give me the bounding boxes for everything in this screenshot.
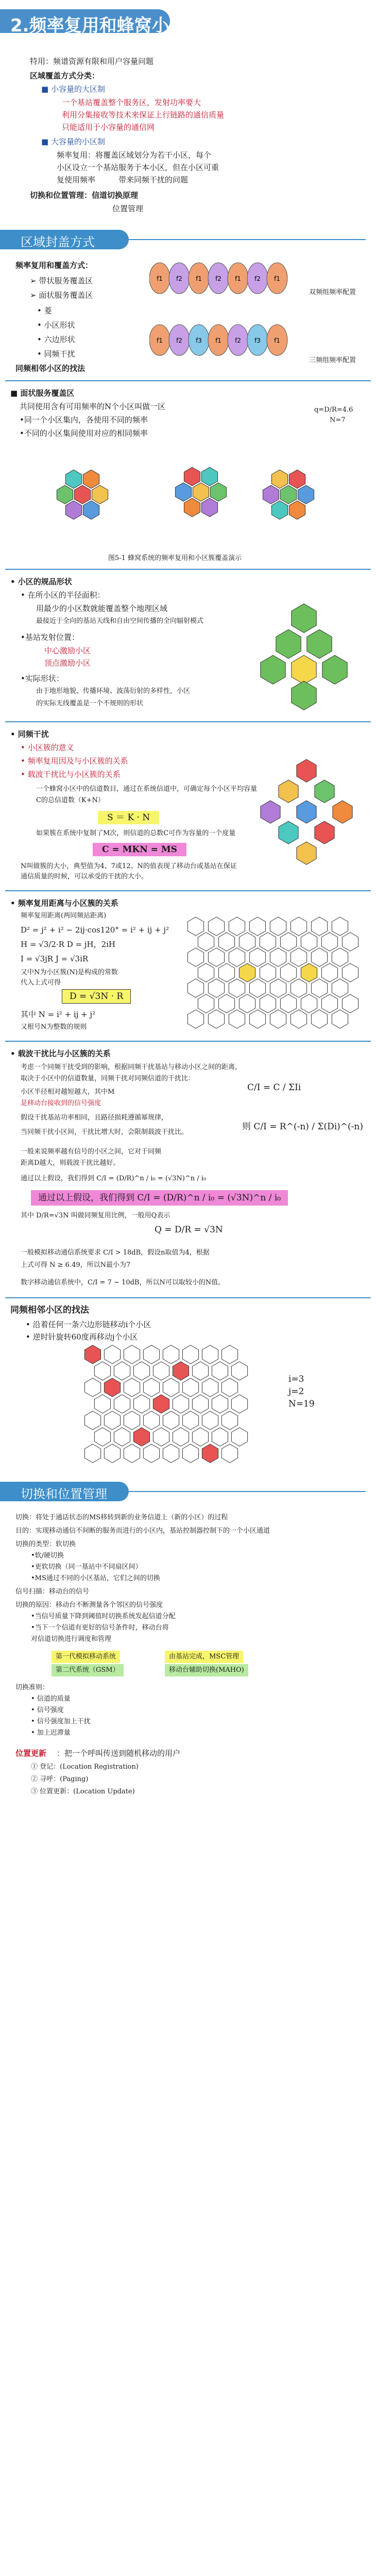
- area-p3: •不同的小区集间使用对应的相同频率: [20, 429, 148, 438]
- cluster-hex: [271, 501, 287, 519]
- find-hex: [104, 1378, 120, 1397]
- find-hex-diagram: [77, 1342, 252, 1465]
- find-hex: [221, 1378, 237, 1397]
- reuse-f3: I = √3jR J = √3iR: [21, 954, 89, 963]
- reuse-hex: [270, 1010, 286, 1028]
- section-header-coverage: [0, 227, 376, 250]
- carrier-p4: 小区半径相对越短越大，其中M: [21, 1088, 115, 1096]
- find-hex: [153, 1395, 169, 1413]
- reuse-hex: [332, 917, 348, 936]
- area-p1: 共同使用含有可用频率的N个小区叫做一区: [20, 402, 166, 411]
- reuse-f2: H = √3/2·R D = jH，2iH: [21, 940, 115, 949]
- cell-shape-hex: [292, 655, 316, 684]
- cellsize-p3: 最接近于全向的基站天线和自由空间传播的全向辐射模式: [36, 617, 204, 625]
- find-hex: [124, 1411, 140, 1430]
- reuse-hex: [332, 948, 348, 967]
- find-hex: [104, 1411, 120, 1430]
- handover-l4: •软/硬切换: [31, 1552, 64, 1560]
- section-header-title: 切换和位置管理: [21, 1487, 107, 1501]
- cluster-sample-hex: [333, 801, 352, 823]
- reuse-f5: 代入上式可得: [21, 979, 61, 987]
- find-i: i=3: [288, 1374, 304, 1384]
- reuse-hex: [280, 933, 296, 951]
- carrier-p14: 上式可得 N ≥ 6.49，所以N最小为7: [21, 1261, 131, 1269]
- cluster-hex: [184, 467, 200, 486]
- coverage-interference: • 同频干扰: [37, 349, 75, 359]
- strip-cell-label: f3: [254, 337, 261, 344]
- find-hex: [182, 1345, 198, 1364]
- reuse-hex: [239, 963, 255, 982]
- find-hex: [114, 1362, 130, 1380]
- reuse-hex: [301, 994, 317, 1013]
- carrier-p8: 当同频干扰小区间，干扰比增大时，会限制载波干扰比。: [21, 1128, 189, 1136]
- cell-shape-hex: [322, 655, 347, 684]
- reuse-f6: D = √3N · R: [62, 989, 131, 1004]
- reuse-hex: [301, 963, 317, 982]
- eq-s-kn: S ＝ K · N: [98, 811, 159, 824]
- location-p2: ② 寻呼：(Paging): [31, 1775, 89, 1783]
- cluster-sample-hex: [297, 759, 316, 782]
- intro-small-zone: ■ 大容量的小区制: [41, 137, 105, 146]
- reuse-hex: [311, 948, 327, 967]
- find-hex: [143, 1378, 159, 1397]
- cellsize-p8: 由于地形地貌、传播环境、波荡衍射的多样性，小区: [36, 687, 191, 695]
- reuse-hex: [311, 1010, 327, 1028]
- cellsize-p7: •实际形状：: [21, 674, 64, 683]
- find-hex: [182, 1444, 198, 1463]
- reuse-distance-diagram: [175, 911, 371, 1035]
- handover-l8: 切换的原因：移动台不断测量各个邻区的信号强度: [15, 1601, 163, 1609]
- find-hex: [221, 1444, 237, 1463]
- intro-small-1: 频率复用：将覆盖区域划分为若干小区，每个: [57, 150, 212, 160]
- section-header-handover: [0, 1479, 376, 1502]
- cluster-sample-hex: [261, 801, 280, 823]
- handover-l6: •MS通过不同的小区基站，它们之间的切换: [31, 1574, 160, 1582]
- reuse-hex: [198, 994, 214, 1013]
- cluster-hex: [83, 501, 99, 519]
- carrier-p1: 考虑一个同频干扰受到的影响，根据同频干扰基站与移动小区之间的距离，: [21, 1063, 242, 1071]
- find-b1: • 沿着任何一条六边形链移动i个小区: [26, 1320, 151, 1329]
- intro-location: 位置管理: [112, 204, 144, 213]
- cluster-hex: [298, 485, 314, 504]
- strip-cell-label: f1: [235, 275, 241, 282]
- coverage-head: 频率复用和覆盖方式：: [15, 261, 93, 270]
- reuse-f4: 又中N为小区簇(N)是构成的常数: [21, 969, 118, 976]
- reuse-hex: [342, 963, 358, 982]
- cellsize-p6: 顶点激励小区: [44, 658, 91, 668]
- reuse-hex: [332, 1010, 348, 1028]
- divider: [5, 890, 371, 891]
- cluster-hex: [92, 485, 108, 504]
- find-hex: [202, 1444, 218, 1463]
- find-hex: [94, 1362, 110, 1380]
- carrier-p9: 一般来说频率越有信号的小区之间，它对于同频: [21, 1148, 162, 1156]
- carrier-p15: 数字移动通信系统中，C/I = 7 ~ 10dB，所以N可以取较小的N值。: [21, 1279, 225, 1286]
- cluster-p1: 一个蜂窝小区中的信道数目，通过在系统信道中，可确定每个小区平均容量: [36, 785, 258, 793]
- find-hex: [133, 1362, 149, 1380]
- handover-l5: •更软切换（同一基站中不同扇区间）: [31, 1563, 142, 1571]
- reuse-hex: [249, 979, 265, 997]
- find-hex: [231, 1362, 247, 1380]
- reuse-hex: [270, 948, 286, 967]
- coverage-tail: 同频相邻小区的找法: [15, 364, 86, 373]
- find-hex: [124, 1444, 140, 1463]
- find-hex: [202, 1378, 218, 1397]
- find-hex: [143, 1411, 159, 1430]
- cluster-sample-diagram: [247, 740, 366, 874]
- cluster-sample-hex: [315, 780, 334, 803]
- title-banner: [0, 0, 376, 42]
- strip-cells-diagram: [149, 258, 371, 366]
- find-hex: [182, 1378, 198, 1397]
- reuse-hex: [208, 948, 224, 967]
- divider: [5, 380, 371, 381]
- reuse-hex: [260, 963, 276, 982]
- strip-cell-label: f2: [254, 275, 261, 282]
- carrier-ci-box: 通过以上假设，我们得到 C/I = (D/R)^n / i₀ = (√3N)^n / i₀: [31, 1190, 288, 1206]
- intro-small-3: 复使用频率 带来同频干扰的问题: [57, 175, 189, 184]
- reuse-hex: [290, 1010, 306, 1028]
- intro-handover: 切换和位置管理：信道切换原理: [30, 191, 139, 200]
- find-hex: [212, 1428, 228, 1446]
- cluster-sample-hex: [279, 780, 298, 803]
- reuse-hex: [229, 979, 245, 997]
- cluster-b3: • 载波干扰比与小区簇的关系: [21, 770, 121, 779]
- cluster-hex: [201, 467, 217, 486]
- reuse-hex: [198, 933, 214, 951]
- find-hex: [104, 1444, 120, 1463]
- reuse-sub: 频率复用距离(两同频站距离): [21, 912, 107, 920]
- find-hex: [124, 1378, 140, 1397]
- location-p1: ① 登记：(Location Registration): [31, 1763, 139, 1771]
- reuse-hex: [270, 979, 286, 997]
- area-n: N=7: [330, 416, 346, 424]
- location-desc: ：把一个呼叫传送到随机移动的用户: [57, 1749, 181, 1758]
- strip-cell-label: f1: [215, 337, 221, 344]
- strip-cell-label: f1: [157, 275, 163, 282]
- cluster-hex: [271, 470, 287, 488]
- find-hex: [173, 1428, 189, 1446]
- carrier-p13: 一般模拟移动通信系统要求 C/I > 18dB，假设n取值为4，根据: [21, 1249, 210, 1257]
- reuse-hex: [342, 994, 358, 1013]
- reuse-head: • 频率复用距离与小区簇的关系: [10, 899, 118, 908]
- carrier-p10: 距离D越大，则载波干扰比越好。: [21, 1159, 120, 1167]
- section-header-line: [129, 239, 366, 240]
- reuse-hex: [218, 963, 234, 982]
- cluster-hex: [263, 485, 279, 504]
- cellsize-p1: • 在所小区的半径面积：: [21, 590, 105, 600]
- find-hex: [94, 1428, 110, 1446]
- divider: [5, 1041, 371, 1042]
- find-hex: [221, 1411, 237, 1430]
- reuse-hex: [229, 1010, 245, 1028]
- reuse-hex: [229, 948, 245, 967]
- reuse-hex: [229, 917, 245, 936]
- reuse-hex: [187, 948, 203, 967]
- caption-dual: 双频组频率配置: [309, 289, 356, 296]
- find-hex: [163, 1345, 179, 1364]
- cluster-hex: [210, 483, 226, 501]
- cellsize-head: • 小区的规品形状: [10, 577, 72, 586]
- carrier-p6: 假设干扰基站功率相同，且路径损耗遵循幂规律，: [21, 1114, 168, 1122]
- handover-l3: 切换的类型：软切换: [15, 1540, 76, 1548]
- cluster-hex: [289, 470, 305, 488]
- find-hex: [84, 1411, 100, 1430]
- reuse-hex: [249, 1010, 265, 1028]
- handover-l12: 切换准则：: [15, 1684, 49, 1691]
- find-hex: [163, 1444, 179, 1463]
- find-hex: [192, 1395, 208, 1413]
- cluster-hex: [65, 470, 81, 488]
- cellsize-p9: 的实际无线覆盖是一个不规则的形状: [36, 700, 144, 707]
- reuse-hex: [342, 933, 358, 951]
- reuse-hex: [208, 979, 224, 997]
- find-j: j=2: [288, 1386, 304, 1397]
- strip-cell-label: f2: [215, 275, 221, 282]
- coverage-rhombus: • 菱: [37, 306, 52, 315]
- cluster-p2: C的总信道数（K+N）: [36, 796, 105, 804]
- carrier-p3: C/I = C / ΣIi: [247, 1082, 301, 1093]
- cellsize-p5: 中心激励小区: [44, 646, 91, 655]
- find-hex: [182, 1411, 198, 1430]
- find-hex: [163, 1378, 179, 1397]
- strip-cell-label: f2: [235, 337, 241, 344]
- page-title: 2.频率复用和蜂窝小区: [10, 15, 187, 36]
- cluster-hex: [57, 485, 73, 504]
- find-hex: [202, 1345, 218, 1364]
- section-header-title: 区域封盖方式: [21, 235, 95, 249]
- reuse-hex: [208, 1010, 224, 1028]
- reuse-hex: [332, 979, 348, 997]
- coverage-hex: • 六边形状: [37, 335, 75, 344]
- handover-l14: • 信号强度: [31, 1706, 64, 1714]
- reuse-hex: [321, 933, 337, 951]
- cell-shape-diagram: [242, 587, 366, 716]
- reuse-hex: [208, 917, 224, 936]
- reuse-hex: [270, 917, 286, 936]
- find-hex: [94, 1395, 110, 1413]
- reuse-hex: [301, 933, 317, 951]
- cluster-hex: [193, 483, 209, 501]
- coverage-shape: • 小区形状: [37, 320, 75, 330]
- reuse-hex: [187, 1010, 203, 1028]
- strip-cell-label: f1: [274, 337, 280, 344]
- cell-shape-hex: [307, 630, 332, 658]
- find-hex: [212, 1362, 228, 1380]
- reuse-hex: [280, 994, 296, 1013]
- reuse-hex: [311, 979, 327, 997]
- cluster-p4: N叫做簇的大小，典型值为4、7或12。N的值表现了移动台或基站在保证通信质量的时候，可以承受的干扰的大小。: [21, 862, 237, 880]
- intro-large-1: 一个基站覆盖整个服务区，发射功率要大: [62, 98, 201, 107]
- reuse-hex: [290, 948, 306, 967]
- find-hex: [173, 1362, 189, 1380]
- area-p2: •同一个小区集内，各使用不同的频率: [20, 415, 148, 425]
- find-hex: [231, 1395, 247, 1413]
- find-hex: [133, 1428, 149, 1446]
- coverage-area: ➢ 面状服务覆盖区: [30, 291, 93, 300]
- intro-small-2: 小区设立一个基站服务于本小区，但在小区可重: [57, 163, 219, 172]
- coverage-strip: ➢ 带状服务覆盖区: [30, 276, 93, 285]
- cluster-hex: [74, 485, 90, 504]
- intro-large-3: 只能适用于小容量的通信网: [62, 123, 155, 132]
- find-hex: [173, 1395, 189, 1413]
- reuse-hex: [280, 963, 296, 982]
- strip-cell-label: f2: [176, 275, 182, 282]
- cluster-hex: [280, 485, 296, 504]
- eq-c-mkn: C = MKN = MS: [93, 843, 186, 856]
- reuse-hex: [249, 917, 265, 936]
- reuse-f7: 其中 N = i² + ij + j²: [21, 1010, 96, 1019]
- find-n: N=19: [288, 1399, 315, 1409]
- carrier-p2: 取决于小区中的信道数量，同频干扰对同频信道的干扰比：: [21, 1075, 195, 1082]
- find-hex: [104, 1345, 120, 1364]
- carrier-p11: 通过以上假设，我们得到 C/I = (D/R)^n / i₀ = (√3N)^n / i₀: [21, 1175, 207, 1182]
- cluster-hex: [65, 501, 81, 519]
- reuse-hex: [239, 933, 255, 951]
- find-hex: [143, 1345, 159, 1364]
- carrier-p5: 是移动台接收到的信号强度: [21, 1099, 101, 1107]
- reuse-f8: 又根号N为整数的规则: [21, 1023, 87, 1031]
- find-b2: • 逆时针旋转60度再移动j个小区: [26, 1332, 138, 1342]
- area-formula: q=D/R=4.6: [314, 406, 353, 414]
- reuse-hex: [311, 917, 327, 936]
- cluster-head: • 同频干扰: [10, 730, 49, 739]
- strip-cell-label: f1: [274, 275, 280, 282]
- divider: [5, 721, 371, 722]
- box-gen1-desc: 由基站完成，MSC管理: [165, 1651, 243, 1663]
- handover-l11: 对信道切换进行调度和管理: [31, 1635, 112, 1643]
- reuse-f1: D² = j² + i² − 2ij·cos120° = i² + ij + j²: [21, 925, 169, 935]
- cluster-hex: [184, 498, 200, 517]
- find-hex: [192, 1362, 208, 1380]
- reuse-hex: [218, 994, 234, 1013]
- strip-cell-label: f1: [196, 275, 202, 282]
- cluster-hex: [289, 501, 305, 519]
- box-gen1: 第一代模拟移动系统: [52, 1651, 120, 1663]
- cell-shape-hex: [276, 630, 301, 658]
- handover-l10: •当下一个信道有更好的信号条件时，移动台将: [31, 1624, 169, 1632]
- find-hex: [202, 1411, 218, 1430]
- find-head: 同频相邻小区的找法: [10, 1305, 89, 1315]
- find-hex: [221, 1345, 237, 1364]
- cellsize-p4: •基站发射位置：: [21, 633, 79, 642]
- cluster-sample-hex: [315, 821, 334, 844]
- handover-l9: •当信号质量下降到阈值时切换系统发起信道分配: [31, 1613, 176, 1620]
- handover-l16: • 加上迟滞量: [31, 1729, 71, 1737]
- reuse-hex: [218, 933, 234, 951]
- find-hex: [84, 1378, 100, 1397]
- cell-shape-hex: [261, 655, 285, 684]
- intro-large-zone: ■ 小容量的大区制: [41, 84, 105, 94]
- find-hex: [84, 1345, 100, 1364]
- find-hex: [231, 1428, 247, 1446]
- section-header-line: [129, 1491, 366, 1492]
- carrier-p12: 其中 D/R=√3N 叫做同频复用比例，一般用Q表示: [21, 1212, 170, 1219]
- divider: [5, 1297, 371, 1298]
- find-hex: [192, 1428, 208, 1446]
- find-hex: [153, 1362, 169, 1380]
- cluster-sample-hex: [279, 821, 298, 844]
- find-hex: [84, 1444, 100, 1463]
- find-hex: [143, 1444, 159, 1463]
- reuse-hex: [187, 917, 203, 936]
- box-gen2: 第二代系统（GSM）: [52, 1664, 124, 1676]
- handover-l15: • 信号强度加上干扰: [31, 1718, 91, 1725]
- find-hex: [114, 1395, 130, 1413]
- strip-cell-label: f3: [196, 337, 202, 344]
- reuse-hex: [290, 979, 306, 997]
- carrier-q: Q = D/R = √3N: [155, 1225, 223, 1235]
- area-caption: 图5-1 蜂窝系统的频率复用和小区簇覆盖演示: [108, 554, 242, 562]
- find-hex: [163, 1411, 179, 1430]
- cluster-hex: [201, 498, 217, 517]
- reuse-hex: [260, 933, 276, 951]
- find-hex: [133, 1395, 149, 1413]
- cell-shape-hex: [292, 681, 316, 710]
- cluster-sample-hex: [297, 842, 316, 865]
- area-head: ■ 面状服务覆盖区: [10, 388, 75, 398]
- reuse-hex: [198, 963, 214, 982]
- intro-classify: 区域覆盖方式分类：: [30, 71, 100, 80]
- cluster-p3: 如果簇在系统中复制了M次，则信道的总数C可作为容量的一个度量: [36, 829, 236, 837]
- intro-large-2: 利用分集接收等技术来保证上行链路的通信质量: [62, 110, 225, 120]
- find-hex: [153, 1428, 169, 1446]
- strip-cell-label: f1: [157, 337, 163, 344]
- cluster-hex-diagram: [21, 443, 350, 551]
- strip-cell-label: f2: [176, 337, 182, 344]
- cluster-hex: [83, 470, 99, 488]
- carrier-p7: 则 C/I = R^(-n) / Σ(Di)^(-n): [242, 1122, 363, 1132]
- reuse-hex: [249, 948, 265, 967]
- cellsize-p2: 用最少的小区数就能覆盖整个地理区域: [36, 604, 168, 613]
- handover-l13: • 信道的质量: [31, 1695, 71, 1703]
- cluster-sample-hex: [297, 801, 316, 823]
- cell-shape-hex: [292, 604, 316, 633]
- find-hex: [212, 1395, 228, 1413]
- find-hex: [124, 1345, 140, 1364]
- reuse-hex: [321, 994, 337, 1013]
- cluster-b1: • 小区簇的意义: [21, 743, 74, 752]
- reuse-hex: [239, 994, 255, 1013]
- divider: [5, 569, 371, 570]
- handover-l1: 切换：将处于通话状态的MS移转到新的业务信道上（新的小区）的过程: [15, 1514, 228, 1521]
- cluster-hex: [175, 483, 191, 501]
- reuse-hex: [321, 963, 337, 982]
- location-head: 位置更新: [15, 1749, 47, 1758]
- caption-triple: 三频组频率配置: [309, 357, 356, 364]
- intro-purpose: 特用：频谱资源有限和用户容量问题: [30, 57, 154, 66]
- reuse-hex: [187, 979, 203, 997]
- location-p3: ③ 位置更新：(Location Update): [31, 1788, 135, 1795]
- carrier-head: • 载波干扰比与小区簇的关系: [10, 1049, 111, 1058]
- handover-l7: 信号扫描：移动台的信号: [15, 1588, 90, 1596]
- box-gen2-desc: 移动台辅助切换(MAHO): [165, 1664, 248, 1676]
- handover-l2: 目的：实现移动通信不间断的服务而进行的小区内，基站控制器控制下的一个小区通道: [15, 1527, 270, 1535]
- find-hex: [114, 1428, 130, 1446]
- reuse-hex: [290, 917, 306, 936]
- cluster-b2: • 频率复用因及与小区簇的关系: [21, 756, 128, 766]
- reuse-hex: [260, 994, 276, 1013]
